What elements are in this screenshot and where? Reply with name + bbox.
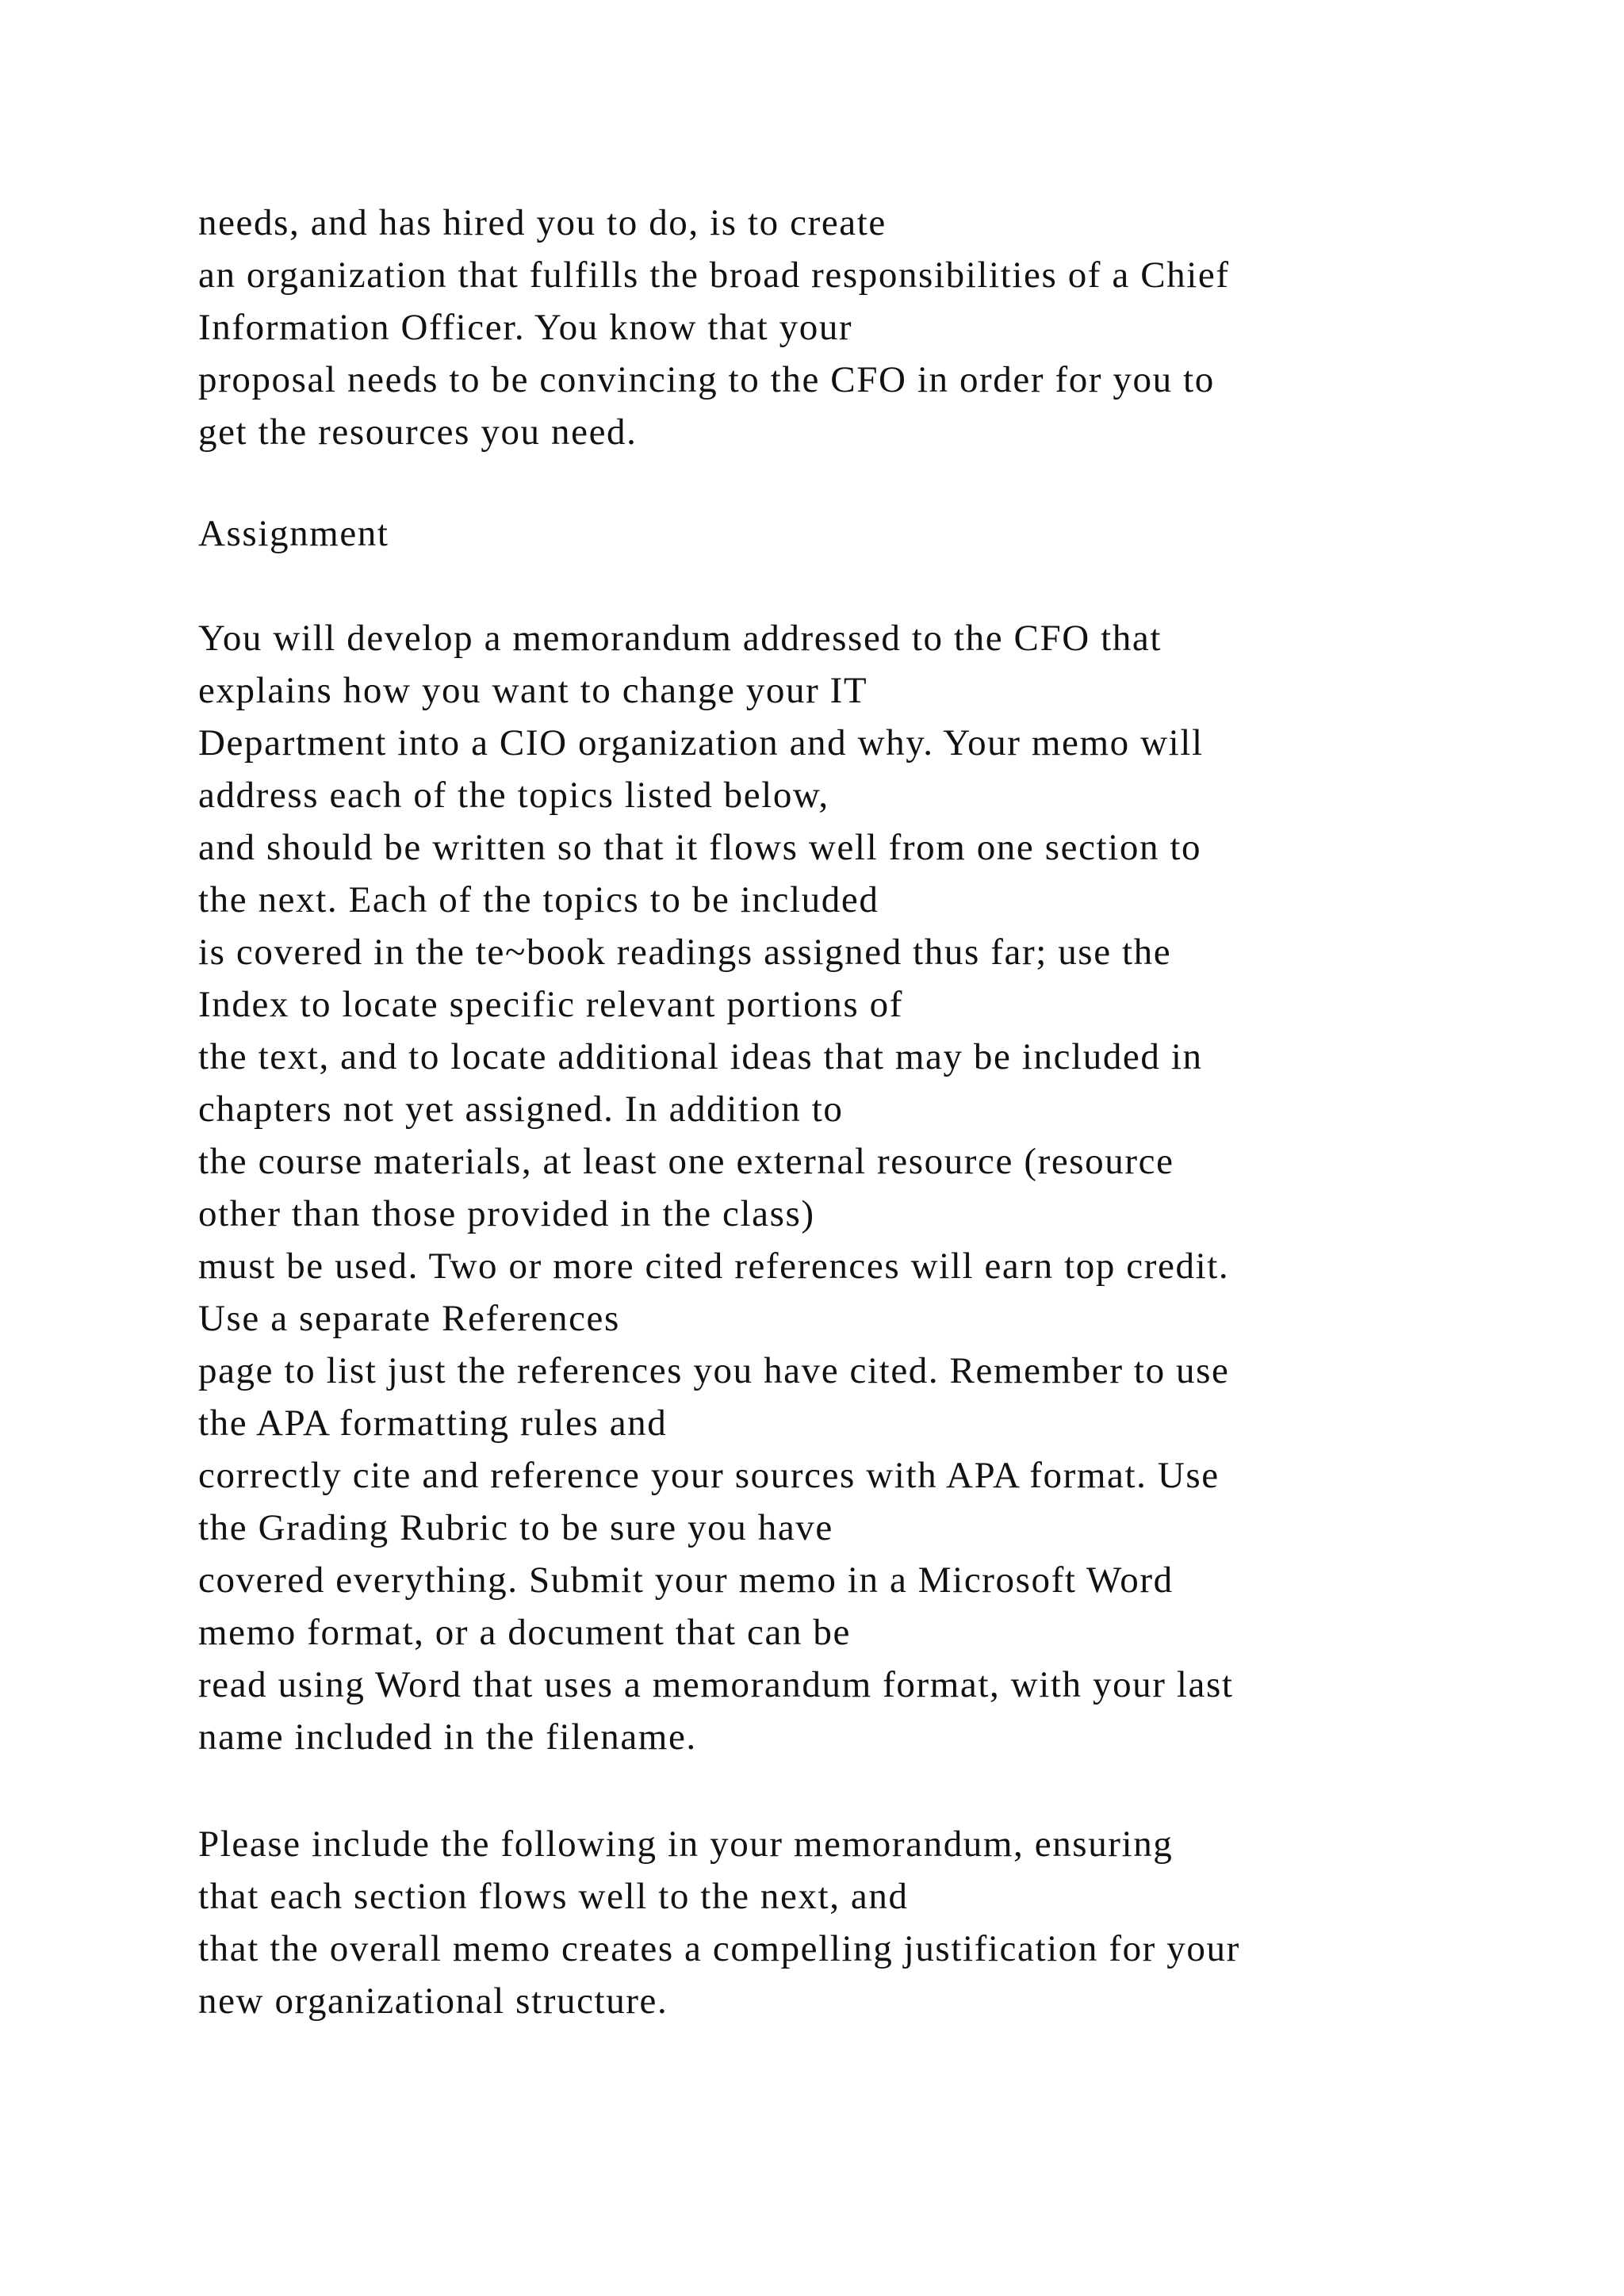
text-line: an organization that fulfills the broad responsibilities of a Chief — [198, 254, 1230, 296]
text-line: Index to locate specific relevant portions of — [198, 984, 903, 1025]
text-line: explains how you want to change your IT — [198, 670, 868, 711]
text-line: proposal needs to be convincing to the CFO in order for you to — [198, 359, 1215, 400]
text-line: needs, and has hired you to do, is to create — [198, 202, 887, 243]
paragraph-instructions — [198, 1818, 1546, 2027]
text-line: get the resources you need. — [198, 411, 638, 453]
text-line: the next. Each of the topics to be included — [198, 879, 879, 920]
text-line: memo format, or a document that can be — [198, 1612, 851, 1653]
text-line: address each of the topics listed below, — [198, 775, 829, 816]
text-line: covered everything. Submit your memo in a Microsoft Word — [198, 1559, 1174, 1601]
text-line: page to list just the references you have cited. Remember to use — [198, 1350, 1230, 1391]
text-line: read using Word that uses a memorandum format, with your last — [198, 1664, 1234, 1705]
text-line: Please include the following in your memorandum, ensuring — [198, 1823, 1174, 1865]
text-line: chapters not yet assigned. In addition to — [198, 1089, 844, 1130]
text-line: You will develop a memorandum addressed to the CFO that — [198, 618, 1162, 659]
text-line: Information Officer. You know that your — [198, 307, 853, 348]
text-line: new organizational structure. — [198, 1980, 668, 2022]
paragraph-intro — [198, 197, 1546, 458]
text-line: the text, and to locate additional ideas that may be included in — [198, 1036, 1203, 1077]
text-line: is covered in the te~book readings assigned thus far; use the — [198, 932, 1172, 973]
text-line: and should be written so that it flows well from one section to — [198, 827, 1202, 868]
text-line: correctly cite and reference your sources with APA format. Use — [198, 1455, 1220, 1496]
text-line: that the overall memo creates a compelling justification for your — [198, 1928, 1240, 1969]
text-line: the Grading Rubric to be sure you have — [198, 1507, 833, 1548]
text-line: Use a separate References — [198, 1298, 620, 1339]
text-line: must be used. Two or more cited references will earn top credit. — [198, 1246, 1230, 1287]
paragraph-assignment — [198, 612, 1546, 1763]
section-heading-assignment — [198, 507, 1546, 560]
text-line: other than those provided in the class) — [198, 1193, 815, 1234]
text-line: Department into a CIO organization and why. Your memo will — [198, 722, 1204, 763]
text-line: the APA formatting rules and — [198, 1402, 668, 1444]
text-line: that each section flows well to the next, and — [198, 1876, 909, 1917]
heading-text: Assignment — [198, 513, 389, 554]
text-line: the course materials, at least one external resource (resource — [198, 1141, 1174, 1182]
text-line: name included in the filename. — [198, 1716, 697, 1758]
